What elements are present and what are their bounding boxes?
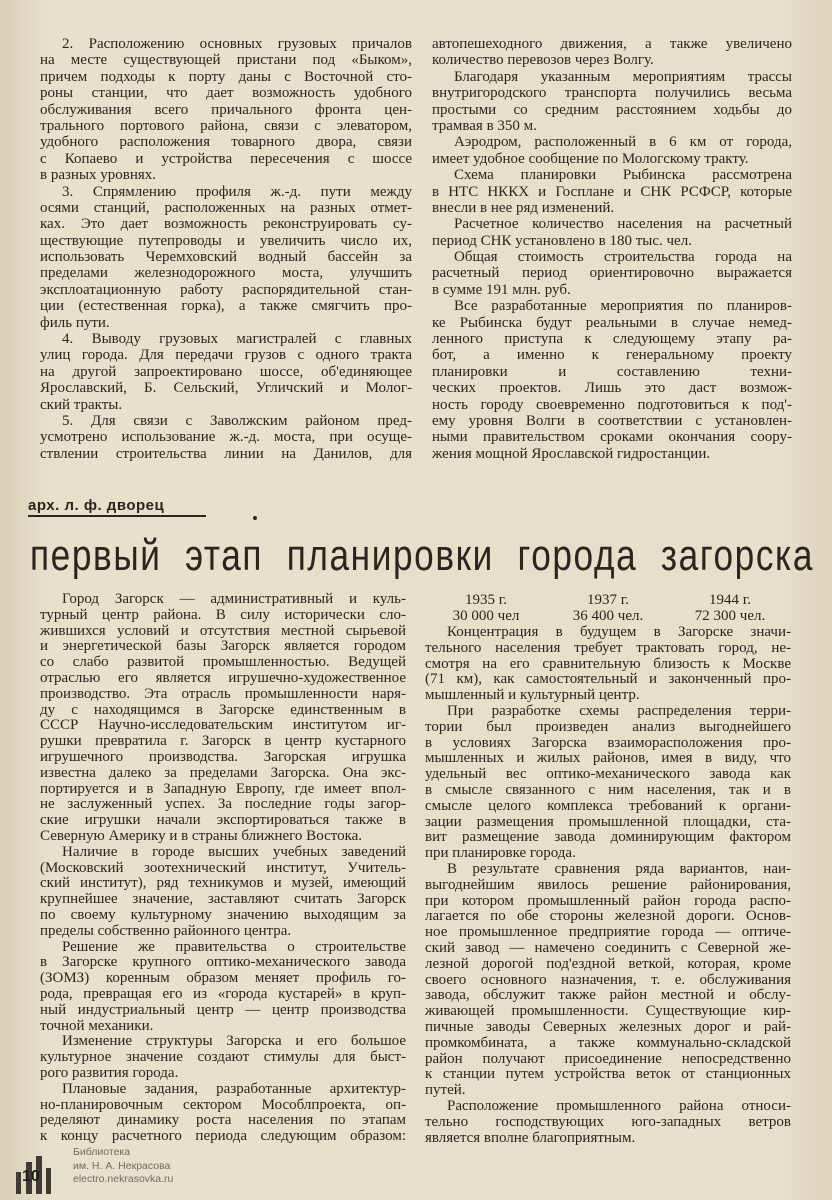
text-line: планировки и составлению техни- (432, 363, 792, 380)
text-line: отраслью его является игрушечно-художественное (40, 669, 406, 686)
population-table (425, 592, 791, 624)
text-line: со слабо развитой промышленностью. Ведущей (40, 654, 406, 671)
population-years-row (425, 592, 791, 608)
population-cell: 72 300 чел. (694, 608, 766, 624)
text-line: Северную Америку и в страны ближнего Востока. (40, 827, 363, 844)
text-line: Изменение структуры Загорска и его большое (62, 1033, 406, 1050)
text-line: Аэродром, расположенный в 6 км от города, (454, 134, 792, 151)
text-line: ленного приступа к следующему этапу ра- (432, 331, 792, 348)
text-line: простыми со средним расстоянием ходьбы до (432, 101, 792, 118)
text-line: игрушечного производства. Загорская игрушка (40, 748, 406, 765)
text-line: СССР Научно-исследовательским институтом иг- (40, 717, 406, 734)
paragraph (40, 845, 406, 940)
text-line: в Загорске крупного оптико-механического завода (40, 954, 406, 971)
text-line: точной механики. (40, 1017, 154, 1034)
text-line: крупнейшее значение, заставляют считать Загорск (40, 891, 406, 908)
text-line: количество перевозов через Волгу. (432, 52, 654, 69)
paragraph (432, 249, 792, 298)
article-left-column (40, 592, 406, 1145)
text-line: При разработке схемы распределения терри- (447, 702, 791, 719)
text-line: ствлении строительства линии на Данилов, для (40, 445, 412, 462)
text-line: роны станции, что дает возможность удобного (40, 85, 412, 102)
text-line: ществующие путепроводы и увеличить число их, (40, 232, 412, 249)
text-line: и энергетической базы Загорск является городом (40, 638, 406, 655)
paragraph (40, 592, 406, 845)
text-line: (71 км), как самостоятельный и законченный про- (425, 671, 791, 688)
text-line: тории был произведен анализ выгоднейшего (425, 718, 791, 735)
text-line: тельного населения требует трактовать город, не- (425, 639, 791, 656)
paragraph (425, 625, 791, 704)
text-line: культурное значение создают стимулы для быст- (40, 1049, 406, 1066)
text-line: ему уровня Волги в соответствии с установлен- (432, 412, 792, 429)
article-title: первый этап планировки города загорска (30, 531, 814, 580)
text-line: Город Загорск — административный и куль- (62, 591, 406, 607)
text-line: турный центр района. В силу исторически сло- (40, 606, 406, 623)
text-line: известна далеко за пределами Загорска. Она экс- (40, 764, 406, 781)
text-line: не заслуженный успех. За последние годы загор- (40, 796, 406, 813)
text-line: Все разработанные мероприятия по планиров- (454, 298, 792, 315)
text-line: Плановые задания, разработанные архитектур- (62, 1080, 406, 1097)
paragraph (40, 940, 406, 1035)
article-author: арх. л. ф. дворец (28, 497, 206, 517)
text-line: имеет удобное сообщение по Мологскому тракту. (432, 150, 749, 167)
text-line: ный индустриальный центр — центр производства (40, 1001, 406, 1018)
paragraph (40, 1082, 406, 1145)
text-line: Концентрация в будущем в Загорске значи- (447, 624, 791, 640)
paragraph (432, 298, 792, 462)
text-line: жившихся условий и отсутствия местной сырьевой (40, 622, 406, 639)
text-line: район получают присоединение непосредственно (425, 1050, 791, 1067)
article-right-column (425, 625, 791, 1146)
text-line: бот, а именно к генеральному проекту (432, 347, 792, 364)
text-line: но-планировочным сектором Мособлпроекта, оп- (40, 1096, 406, 1113)
paragraph (40, 36, 412, 184)
text-line: усмотрено использование ж.-д. моста, при осуще- (40, 429, 412, 446)
text-line: живающей промышленности. Существующие кир- (425, 1003, 791, 1020)
text-line: улиц города. Для передачи грузов с одного тракта (40, 347, 412, 364)
text-line: обслуживания всего причального фронта цен- (40, 101, 412, 118)
paragraph (432, 216, 792, 249)
library-watermark (73, 1146, 173, 1187)
text-line: 5. Для связи с Заволжским районом пред- (62, 412, 412, 429)
text-line: использовать Черемховский водный бассейн за (40, 249, 412, 266)
text-line: смысле целого комплекса требований к органи- (425, 797, 791, 814)
text-line: ции (естественная горка), а также смягчить про- (40, 298, 412, 315)
paragraph (40, 184, 412, 332)
paragraph (425, 862, 791, 1099)
paragraph (432, 167, 792, 216)
text-line: ские игрушки начали экспортироваться также в (40, 812, 406, 829)
text-line: ский завод — намечено соединить с Северной же- (425, 939, 791, 956)
text-line: зации размещения промышленной площадки, ста- (425, 813, 791, 830)
text-line: 3. Спрямлению профиля ж.-д. пути между (62, 183, 412, 200)
text-line: внесли в нее ряд изменений. (432, 199, 615, 216)
text-line: расчетный период ориентировочно выражается (432, 265, 792, 282)
text-line: эксплоатационную работу распорядительной стан- (40, 281, 412, 298)
text-line: при планировке города. (425, 845, 576, 862)
population-cell: 30 000 чел (452, 608, 520, 624)
text-line: ными правительством сроками окончания соору- (432, 429, 792, 446)
text-line: производство. Эта отрасль промышленности наря- (40, 685, 406, 702)
page-number: 10 (22, 1168, 40, 1185)
paragraph (40, 331, 412, 413)
text-line: в условиях Загорска взаиморасположения про- (425, 734, 791, 751)
text-line: Схема планировки Рыбинска рассмотрена (454, 167, 792, 184)
text-line: филь пути. (40, 314, 110, 331)
text-line: ду с находящимся в Загорске единственным в (40, 701, 406, 718)
text-line: ное промышленное предприятие города — оптиче- (425, 924, 791, 941)
text-line: смотря на его сравнительную близость к Москве (425, 655, 791, 672)
text-line: ределяют динамику роста населения по этапам (40, 1112, 406, 1129)
paragraph (40, 1034, 406, 1081)
text-line: внутригородского транспорта получились весьма (432, 85, 792, 102)
text-line: в смысле связанного с ним населения, так и в (425, 781, 791, 798)
text-line: тельно господствующих юго-западных ветров (425, 1113, 791, 1130)
text-line: с Копаево и устройства пересечения с шоссе (40, 150, 412, 167)
text-line: В результате сравнения ряда вариантов, наи- (447, 860, 791, 877)
library-link[interactable]: electro.nekrasovka.ru (73, 1173, 174, 1185)
text-line: 2. Расположению основных грузовых причалов (62, 36, 412, 52)
text-line: жения мощной Ярославской гидростанции. (432, 445, 711, 462)
text-line: портируется и в Западную Европу, где имеет впол- (40, 780, 406, 797)
text-line: является вполне благоприятным. (425, 1129, 636, 1146)
text-line: Благодаря указанным мероприятиям трассы (454, 68, 792, 85)
text-line: Решение же правительства о строительстве (62, 938, 406, 955)
continued-text-right-column (432, 36, 792, 462)
text-line: Ярославский, Б. Сельский, Угличский и Молог- (40, 380, 412, 397)
text-line: рого развития города. (40, 1064, 179, 1081)
text-line: в сумме 191 млн. руб. (432, 281, 571, 298)
text-line: в разных уровнях. (40, 167, 157, 184)
text-line: на другой запроектировано шоссе, об'единяющее (40, 363, 412, 380)
text-line: своего основного назначения, т. е. обслуживания (425, 971, 791, 988)
paragraph (432, 134, 792, 167)
text-line: удобного расположения товарного двора, связи (40, 134, 412, 151)
text-line: в НТС НККХ и Госплане и СНК РСФСР, которые (432, 183, 792, 200)
population-values-row (425, 608, 791, 624)
text-line: причем подходы к порту даны с Восточной сто- (40, 68, 412, 85)
text-line: ке Рыбинска будут реальными в случае немед- (432, 314, 792, 331)
text-line: трамвая в 350 м. (432, 117, 537, 134)
text-line: мышленный и культурный центр. (425, 687, 640, 704)
text-line: Наличие в городе высших учебных заведений (62, 843, 406, 860)
text-line: лезной дорогой под'ездной веткой, которая, кроме (425, 955, 791, 972)
text-line: к станции путем устройства веток от станционных (425, 1066, 791, 1083)
text-line: (ЗОМЗ) коренным образом меняет профиль го- (40, 970, 406, 987)
text-line: 4. Выводу грузовых магистралей с главных (62, 331, 412, 348)
text-line: Расчетное количество населения на расчетный (454, 216, 792, 233)
text-line: путей. (425, 1082, 466, 1099)
library-line: им. Н. А. Некрасова (73, 1159, 171, 1172)
text-line: на месте существующей пристани под «Быком», (40, 52, 412, 69)
text-line: при котором промышленный район города распо- (425, 892, 791, 909)
text-line: ский тракты. (40, 396, 123, 413)
year-cell: 1935 г. (465, 592, 507, 608)
text-line: период СНК установлено в 180 тыс. чел. (432, 232, 692, 249)
text-line: ческих проектов. Лишь это даст возмож- (432, 380, 792, 397)
text-line: лагается по обе стороны железной дороги. Основ- (425, 908, 791, 925)
text-line: мышленных и жилых районов, имея в виду, что (425, 750, 791, 767)
continued-text-left-column (40, 36, 412, 462)
text-line: пичные заводы Северных железных дорог и рай- (425, 1018, 791, 1035)
year-cell: 1937 г. (587, 592, 629, 608)
text-line: вит размещение завода доминирующим фактором (425, 829, 791, 846)
text-line: рода, превращая его из «города кустарей» в круп- (40, 985, 406, 1002)
population-cell: 36 400 чел. (572, 608, 644, 624)
text-line: к концу расчетного периода следующим образом: (40, 1128, 406, 1145)
text-line: автопешеходного движения, а также увеличено (432, 36, 792, 52)
paragraph (425, 704, 791, 862)
paragraph (40, 413, 412, 462)
text-line: пределами железнодорожного моста, улучшить (40, 265, 412, 282)
text-line: ках. Это дает возможность реконструировать су- (40, 216, 412, 233)
paragraph (432, 36, 792, 69)
text-line: трального портового района, связи с элеватором, (40, 117, 412, 134)
text-line: удельный вес оптико-механического завода как (425, 766, 791, 783)
text-line: промкомбината, а также коммунально-складской (425, 1034, 791, 1051)
paragraph (425, 1099, 791, 1146)
year-cell: 1944 г. (709, 592, 751, 608)
text-line: пределы собственно районного центра. (40, 922, 292, 939)
text-line: Общая стоимость строительства города на (454, 249, 792, 266)
paragraph (432, 69, 792, 135)
text-line: осями станций, расположенных на разных отмет- (40, 199, 412, 216)
text-line: по своему культурному значению выходящим за (40, 906, 406, 923)
text-line: ность городу своевременно подготовиться к под'- (432, 396, 792, 413)
print-dot (253, 516, 257, 520)
text-line: завода, обслужит также район местной и обслу- (425, 987, 791, 1004)
text-line: (Московский зоотехнический институт, Учитель- (40, 859, 406, 876)
library-line: Библиотека (73, 1146, 131, 1158)
text-line: Расположение промышленного района относи- (447, 1097, 791, 1114)
text-line: выгоднейшим явилось решение районирования, (425, 876, 791, 893)
text-line: ский институт), ряд техникумов и музей, имеющий (40, 875, 406, 892)
text-line: рушки превратила г. Загорск в центр кустарного (40, 733, 406, 750)
